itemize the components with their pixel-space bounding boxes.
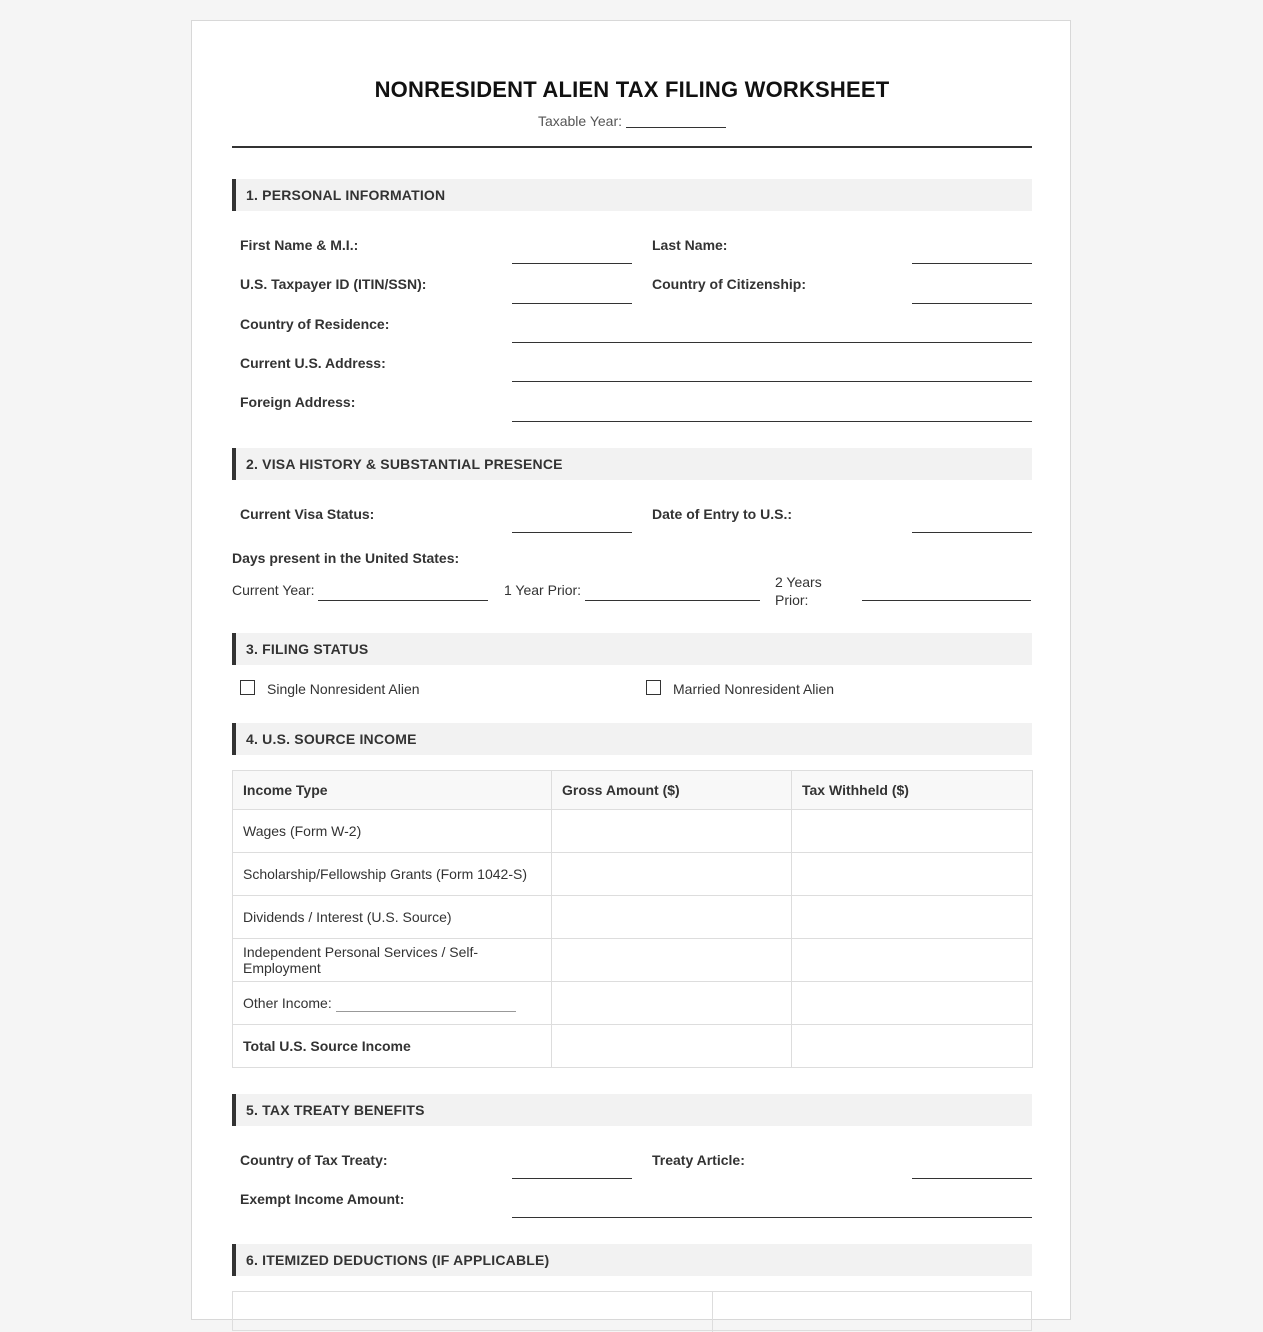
section-heading: 3. FILING STATUS bbox=[246, 641, 369, 657]
income-type-cell bbox=[233, 982, 552, 1025]
two-years-prior-label: 2 Years Prior: bbox=[775, 574, 822, 608]
days-present-label: Days present in the United States: bbox=[232, 550, 460, 566]
other-income-label: Other Income: bbox=[243, 994, 332, 1011]
taxable-year-row bbox=[232, 113, 1032, 129]
section-visa-history bbox=[232, 448, 1032, 480]
treaty-country-field[interactable] bbox=[512, 1178, 632, 1179]
deductions-table-divider bbox=[712, 1292, 713, 1332]
tax-withheld-cell[interactable] bbox=[792, 982, 1033, 1025]
table-row bbox=[233, 810, 1033, 853]
entry-date-label: Date of Entry to U.S.: bbox=[652, 506, 793, 522]
visa-status-label: Current Visa Status: bbox=[240, 506, 375, 522]
deductions-table bbox=[232, 1291, 1032, 1331]
income-type-cell: Dividends / Interest (U.S. Source) bbox=[233, 896, 552, 939]
entry-date-field[interactable] bbox=[912, 532, 1032, 533]
gross-amount-cell[interactable] bbox=[552, 982, 792, 1025]
table-row bbox=[233, 853, 1033, 896]
column-header-gross-amount: Gross Amount ($) bbox=[552, 771, 792, 810]
worksheet-page bbox=[191, 20, 1071, 1320]
document-title: NONRESIDENT ALIEN TAX FILING WORKSHEET bbox=[374, 77, 890, 102]
tax-withheld-cell[interactable] bbox=[792, 939, 1033, 982]
citizenship-label: Country of Citizenship: bbox=[652, 276, 806, 292]
section-us-source-income bbox=[232, 723, 1032, 755]
two-years-prior-days-field[interactable] bbox=[862, 600, 1031, 601]
taxpayer-id-label: U.S. Taxpayer ID (ITIN/SSN): bbox=[240, 276, 427, 292]
tax-withheld-cell[interactable] bbox=[792, 810, 1033, 853]
tax-withheld-cell[interactable] bbox=[792, 896, 1033, 939]
single-checkbox[interactable] bbox=[240, 680, 255, 695]
income-table-header bbox=[233, 771, 1033, 810]
gross-amount-cell[interactable] bbox=[552, 1025, 792, 1068]
exempt-amount-field[interactable] bbox=[512, 1217, 1032, 1218]
married-label: Married Nonresident Alien bbox=[673, 681, 835, 697]
foreign-address-field[interactable] bbox=[512, 421, 1032, 422]
column-header-income-type: Income Type bbox=[233, 771, 552, 810]
residence-label: Country of Residence: bbox=[240, 316, 390, 332]
foreign-address-label: Foreign Address: bbox=[240, 394, 356, 410]
table-row bbox=[233, 982, 1033, 1025]
current-year-label: Current Year: bbox=[232, 582, 315, 598]
taxpayer-id-field[interactable] bbox=[512, 303, 632, 304]
income-type-cell: Independent Personal Services / Self-Employment bbox=[233, 939, 552, 982]
first-name-label: First Name & M.I.: bbox=[240, 237, 359, 253]
treaty-article-field[interactable] bbox=[912, 1178, 1032, 1179]
exempt-amount-label: Exempt Income Amount: bbox=[240, 1191, 405, 1207]
table-row bbox=[233, 896, 1033, 939]
single-label: Single Nonresident Alien bbox=[267, 681, 420, 697]
one-year-prior-days-field[interactable] bbox=[585, 600, 760, 601]
title-divider bbox=[232, 146, 1032, 148]
section-heading: 6. ITEMIZED DEDUCTIONS (IF APPLICABLE) bbox=[246, 1252, 550, 1268]
income-table bbox=[232, 770, 1033, 1068]
income-type-cell: Scholarship/Fellowship Grants (Form 1042-S) bbox=[233, 853, 552, 896]
income-type-cell: Wages (Form W-2) bbox=[233, 810, 552, 853]
visa-status-field[interactable] bbox=[512, 532, 632, 533]
last-name-field[interactable] bbox=[912, 263, 1032, 264]
one-year-prior-label: 1 Year Prior: bbox=[504, 582, 582, 598]
last-name-label: Last Name: bbox=[652, 237, 728, 253]
table-row bbox=[233, 939, 1033, 982]
section-personal-information bbox=[232, 179, 1032, 211]
first-name-field[interactable] bbox=[512, 263, 632, 264]
taxable-year-field[interactable] bbox=[626, 115, 726, 128]
gross-amount-cell[interactable] bbox=[552, 810, 792, 853]
gross-amount-cell[interactable] bbox=[552, 896, 792, 939]
residence-field[interactable] bbox=[512, 342, 1032, 343]
current-year-days-field[interactable] bbox=[318, 600, 488, 601]
gross-amount-cell[interactable] bbox=[552, 853, 792, 896]
section-heading: 5. TAX TREATY BENEFITS bbox=[246, 1102, 425, 1118]
married-checkbox[interactable] bbox=[646, 680, 661, 695]
section-heading: 4. U.S. SOURCE INCOME bbox=[246, 731, 417, 747]
table-row-total bbox=[233, 1025, 1033, 1068]
section-tax-treaty-benefits bbox=[232, 1094, 1032, 1126]
tax-withheld-cell[interactable] bbox=[792, 1025, 1033, 1068]
taxable-year-label: Taxable Year: bbox=[537, 113, 623, 129]
tax-withheld-cell[interactable] bbox=[792, 853, 1033, 896]
section-heading: 1. PERSONAL INFORMATION bbox=[246, 187, 446, 203]
section-filing-status bbox=[232, 633, 1032, 665]
income-type-cell: Total U.S. Source Income bbox=[233, 1025, 552, 1068]
gross-amount-cell[interactable] bbox=[552, 939, 792, 982]
treaty-article-label: Treaty Article: bbox=[652, 1152, 745, 1168]
column-header-tax-withheld: Tax Withheld ($) bbox=[792, 771, 1033, 810]
treaty-country-label: Country of Tax Treaty: bbox=[240, 1152, 388, 1168]
other-income-field[interactable] bbox=[336, 997, 516, 1012]
citizenship-field[interactable] bbox=[912, 303, 1032, 304]
us-address-field[interactable] bbox=[512, 381, 1032, 382]
section-heading: 2. VISA HISTORY & SUBSTANTIAL PRESENCE bbox=[246, 456, 563, 472]
section-itemized-deductions bbox=[232, 1244, 1032, 1276]
us-address-label: Current U.S. Address: bbox=[240, 355, 386, 371]
